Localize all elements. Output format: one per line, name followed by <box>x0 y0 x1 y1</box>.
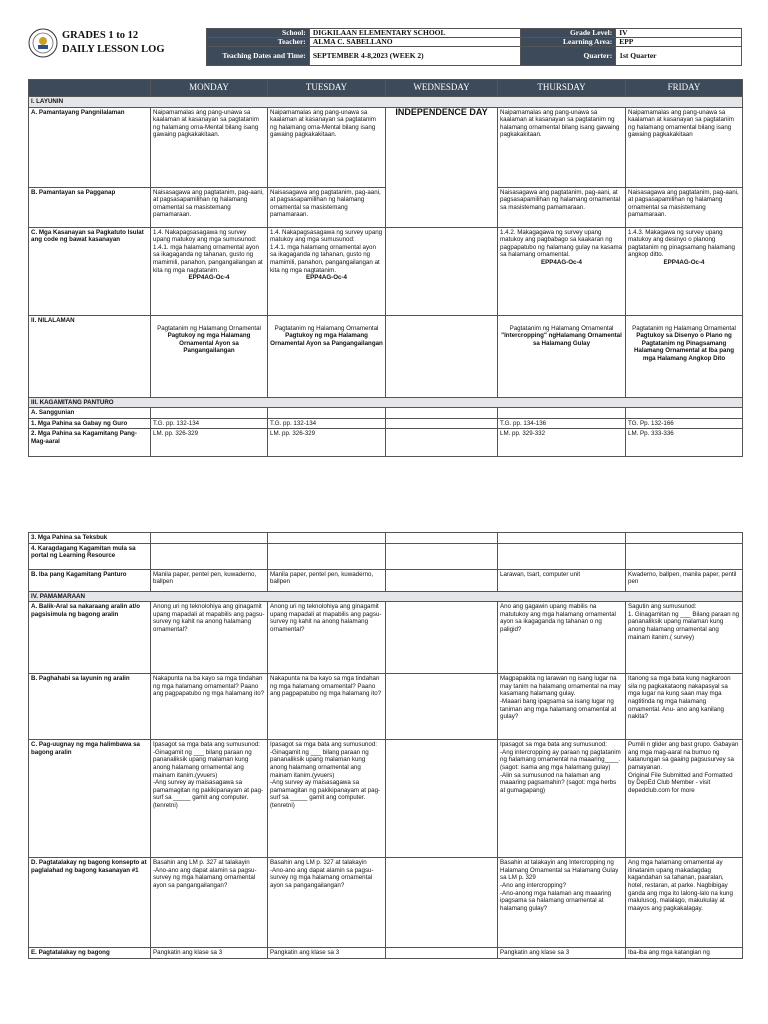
cell-thursday <box>498 543 626 569</box>
cell-wednesday <box>386 227 498 315</box>
row-label: B. Iba pang Kagamitang Panturo <box>29 569 151 591</box>
topic-title: Pagtatanim ng Halamang Ornamental <box>274 324 379 332</box>
cell-thursday: Ano ang gagawin upang mabilis na matutukoy ang mga halamang ornamental ayon sa ikagaganda ng tahanan o ng paligid? <box>498 602 626 674</box>
competency-code: EPP4AG-Oc-4 <box>663 258 705 266</box>
grade-label: Grade Level: <box>521 29 616 38</box>
row-label: C. Mga Kasanayan sa Pagkatuto Isulat ang code ng bawat kasanayan <box>29 227 151 315</box>
cell-thursday <box>498 408 626 419</box>
cell-wednesday <box>386 674 498 740</box>
cell-monday: Manila paper, pentel pen, kuwaderno, ballpen <box>151 569 268 591</box>
cell-thursday: Larawan, tsart, computer unit <box>498 569 626 591</box>
grade-value: IV <box>616 29 742 38</box>
cell-monday: Nakapunta na ba kayo sa mga tindahan ng mga halamang ornamental? Paano ang pagpapatubo ng mga halamang ito? <box>151 674 268 740</box>
day-friday: FRIDAY <box>626 80 743 97</box>
cell-monday <box>151 543 268 569</box>
cell-thursday: LM. pp. 329-332 <box>498 429 626 457</box>
cell-tuesday: Nakapunta na ba kayo sa mga tindahan ng mga halamang ornamental? Paano ang pagpapatubo ng mga halamang ito? <box>268 674 386 740</box>
cell-tuesday: Naipamamalas ang pang-unawa sa kaalaman at kasanayan sa pagtatanim ng halamang orna-Mental bilang isang gawaing pagkakakitaan. <box>268 107 386 187</box>
competency-text: 1.4. Nakapagsasagawa ng survey upang matukoy ang mga sumusunod: 1.4.1. mga halamang ornamental ayon sa ikagaganda ng tahanan, gusto ng mamimili, panahon, pangangailangan at kita ng mga nagtatanim. <box>153 228 263 274</box>
topic-title: Pagtatanim ng Halamang Ornamental <box>509 324 614 332</box>
row-label: C. Pag-uugnay ng mga halimbawa sa bagong aralin <box>29 740 151 858</box>
cell-tuesday: T.G. pp. 132-134 <box>268 418 386 429</box>
cell-wednesday <box>386 543 498 569</box>
row-label: 3. Mga Pahina sa Teksbuk <box>29 533 151 544</box>
independence-day-label: INDEPENDENCE DAY <box>395 107 488 117</box>
day-tuesday: TUESDAY <box>268 80 386 97</box>
row-label: A. Balik-Aral sa nakaraang aralin at/o pagsisimula ng bagong aralin <box>29 602 151 674</box>
row-gabay-ng-guro <box>29 418 743 429</box>
row-paghahabi <box>29 674 743 740</box>
topic-subtitle: Pagtukoy ng mga Halamang Ornamental Ayon sa Pangangailangan <box>270 332 383 347</box>
cell-monday <box>151 408 268 419</box>
row-label: B. Paghahabi sa layunin ng aralin <box>29 674 151 740</box>
cell-wednesday <box>386 107 498 227</box>
topic-title: Pagtatanim ng Halamang Ornamental <box>157 324 261 332</box>
cell-monday <box>151 315 268 397</box>
competency-code: EPP4AG-Oc-4 <box>306 274 347 282</box>
teacher-label: Teacher: <box>207 38 310 47</box>
quarter-value: 1st Quarter <box>616 47 742 66</box>
row-pag-uugnay <box>29 740 743 858</box>
cell-monday: T.G. pp. 132-134 <box>151 418 268 429</box>
row-label: B. Pamantayan sa Pagganap <box>29 187 151 227</box>
day-header-row <box>29 80 743 97</box>
competency-text: 1.4.2. Makagagawa ng survey upang matukoy ang pagbabago sa kaakaran ng pagpapatubo ng halamang gulay na kasama sa halamang ornamental. <box>500 228 623 259</box>
row-karagdagang-kagamitan <box>29 543 743 569</box>
header-info-grid <box>206 28 742 66</box>
cell-monday: Pangkatin ang klase sa 3 <box>151 948 268 959</box>
school-value: DIGKILAAN ELEMENTARY SCHOOL <box>309 29 521 38</box>
cell-tuesday <box>268 408 386 419</box>
cell-friday: Iba-iba ang mga katangian ng <box>626 948 743 959</box>
cell-monday: LM. pp. 326-329 <box>151 429 268 457</box>
day-thursday: THURSDAY <box>498 80 626 97</box>
cell-friday: Pumili n glider ang bast grupo. Gabayan ang mga mag-aaral na bumuo ng katanungan sa gaaing pagsusurvey sa pamayanan. Original File Submitted and Formatted by DepEd Club Member - visit depedclub.com for more <box>626 740 743 858</box>
row-pagtatalakay-1 <box>29 858 743 948</box>
cell-friday: Naisasagawa ang pagtatanim, pag-aani, at pagsasapamilihan ng halamang ornamental sa masistemang pamamaraan. <box>626 187 743 227</box>
topic-title: Pagtatanim ng Halamang Ornamental <box>632 324 736 332</box>
row-pagtatalakay-2 <box>29 948 743 959</box>
cell-thursday <box>498 227 626 315</box>
section-pamamaraan <box>29 591 743 602</box>
area-label: Learning Area: <box>521 38 616 47</box>
cell-monday: Ipasagot sa mga bata ang sumusunod: -Ginagamit ng ___ bilang paraan ng pananaliksik upang malaman kung anong halamang ornamental ang mainam itanim.(yvuers) -Ang survey ay maisasagawa sa pamamagitan ng pakikipanayam at pag-surf sa _____ gamit ang computer.(tenretni) <box>151 740 268 858</box>
competency-code: EPP4AG-Oc-4 <box>188 274 230 282</box>
teacher-value: ALMA C. SABELLANO <box>309 38 521 47</box>
cell-monday: Naisasagawa ang pagtatanim, pag-aani, at pagsasapamilihan ng halamang ornamental sa masistemang pamamaraan. <box>151 187 268 227</box>
row-label: E. Pagtatalakay ng bagong <box>29 948 151 959</box>
cell-wednesday <box>386 602 498 674</box>
cell-wednesday <box>386 315 498 397</box>
cell-thursday <box>498 315 626 397</box>
row-label: 1. Mga Pahina sa Gabay ng Guro <box>29 418 151 429</box>
cell-friday: Kwaderno, ballpen, manila paper, pentil pen <box>626 569 743 591</box>
section-title: I. LAYUNIN <box>29 97 743 108</box>
row-balik-aral <box>29 602 743 674</box>
section-kagamitang-panturo <box>29 397 743 408</box>
topic-subtitle: Pagtukoy ng mga Halamang Ornamental Ayon sa Pangangailangan <box>167 332 251 355</box>
cell-friday: Sagutin ang sumusunod: 1. Ginagamitan ng ___ Bilang paraan ng pananaliksik upang malaman kung anong halamang ornamental ang mainam itanim.( survey) <box>626 602 743 674</box>
cell-friday <box>626 408 743 419</box>
cell-friday <box>626 227 743 315</box>
cell-thursday: Naisasagawa ang pagtatanim, pag-aani, at pagsasapamilihan ng halamang ornamental sa masistemang pamamaraan. <box>498 187 626 227</box>
cell-friday <box>626 533 743 544</box>
row-iba-pang-kagamitan <box>29 569 743 591</box>
lesson-table-part2 <box>28 532 743 959</box>
cell-monday <box>151 227 268 315</box>
row-nilalaman <box>29 315 743 397</box>
cell-thursday: Naipamamalas ang pang-unawa sa kaalaman at kasanayan sa pagtatanim ng halamang ornamental bilang isang gawaing pagkakakitaan. <box>498 107 626 187</box>
row-label: D. Pagtatalakay ng bagong konsepto at paglalahad ng bagong kasanayan #1 <box>29 858 151 948</box>
row-pamantayang-pangnilalaman <box>29 107 743 187</box>
cell-tuesday: Anong uri ng teknolohiya ang ginagamit upang mapadali at mapabilis ang pagsu-survey ng kahit na anong halamang ornamental? <box>268 602 386 674</box>
cell-tuesday: Manila paper, pentel pen, kuwaderno, ballpen <box>268 569 386 591</box>
row-label: 4. Karagdagang Kagamitan mula sa portal ng Learning Resource <box>29 543 151 569</box>
row-teksbuk <box>29 533 743 544</box>
area-value: EPP <box>616 38 742 47</box>
cell-tuesday <box>268 543 386 569</box>
topic-subtitle: "Intercropping" ngHalamang Ornamental sa Halamang Gulay <box>501 332 622 347</box>
cell-monday: Basahin ang LM p. 327 at talakayin -Ano-ano ang dapat alamin sa pagsu-survey ng mga halamang ornamental ayon sa pangangailangan? <box>151 858 268 948</box>
cell-tuesday <box>268 227 386 315</box>
cell-tuesday: LM. pp. 326-329 <box>268 429 386 457</box>
cell-friday: Naipamamalas ang pang-unawa sa kaalaman at kasanayan sa pagtatanim ng halamang ornamental bilang isang gawaing pagkakakitaan <box>626 107 743 187</box>
cell-friday: TG. Pp. 132-166 <box>626 418 743 429</box>
cell-wednesday <box>386 408 498 419</box>
row-label: II. NILALAMAN <box>29 315 151 397</box>
deped-seal-icon <box>28 28 58 58</box>
dll-header <box>28 28 742 68</box>
header-title-line1: GRADES 1 to 12 <box>62 30 139 41</box>
row-label: 2. Mga Pahina sa Kagamitang Pang- Mag-aaral <box>29 429 151 457</box>
quarter-label: Quarter: <box>521 47 616 66</box>
header-title-line2: DAILY LESSON LOG <box>62 44 165 55</box>
section-layunin <box>29 97 743 108</box>
section-title: IV. PAMAMARAAN <box>29 591 743 602</box>
cell-wednesday <box>386 429 498 457</box>
cell-friday <box>626 315 743 397</box>
cell-thursday: Basahin at talakayin ang Intercropping ng Halamang Ornamental sa Halamang Gulay sa LM p. 329 -Ano ang intercropping? -Ano-anong mga halaman ang maaaring ipagsama sa halamang ornamental at halamang gulay? <box>498 858 626 948</box>
row-kasanayan-sa-pagkatuto <box>29 227 743 315</box>
cell-wednesday <box>386 533 498 544</box>
cell-tuesday: Naisasagawa ang pagtatanim, pag-aani, at pagsasapamilihan ng halamang ornamental sa masistemang pamamaraan. <box>268 187 386 227</box>
dates-label: Teaching Dates and Time: <box>207 47 310 66</box>
cell-thursday: Pangkatin ang klase sa 3 <box>498 948 626 959</box>
section-title: III. KAGAMITANG PANTURO <box>29 397 743 408</box>
cell-friday: Itanong sa mga bata kung nagkaroon sila ng pagkakataong nakapasyal sa mga lugar na kung saan may mga nagtitinda ng mga halamang ornamental. Anu- ano ang kanilang nakita? <box>626 674 743 740</box>
topic-subtitle: Pagtukoy sa Disenyo o Plano ng Pagtatanim ng Pinagsamang Halamang Ornamental at Iba pang mga Halamang Angkop Dito <box>633 332 735 362</box>
cell-friday <box>626 543 743 569</box>
cell-tuesday <box>268 315 386 397</box>
competency-code: EPP4AG-Oc-4 <box>541 258 582 266</box>
cell-wednesday <box>386 740 498 858</box>
school-label: School: <box>207 29 310 38</box>
row-kagamitang-pang-mag-aaral <box>29 429 743 457</box>
competency-text: 1.4. Nakapagsasagawa ng survey upang matukoy ang mga sumusunod: 1.4.1. mga halamang ornamental ayon sa ikagaganda ng tahanan, gusto ng mamimili, panahon, pangangailangan at kita ng mga nagtatanim. <box>270 228 383 274</box>
cell-monday: Anong uri ng teknolohiya ang ginagamit upang mapadali at mapabilis ang pagsu-survey ng kahit na anong halamang ornamental? <box>151 602 268 674</box>
row-sanggunian <box>29 408 743 419</box>
day-wednesday: WEDNESDAY <box>386 80 498 97</box>
cell-wednesday <box>386 569 498 591</box>
cell-thursday: T.G. pp. 134-136 <box>498 418 626 429</box>
cell-friday: Ang mga halamang ornamental ay itinatanim upang makadagdag kagandahan sa tahanan, paaralan, hotel, restaran, at parke. Nagbibigay ganda ang mga ito lalong-lalo na kung malulusog, malalago, makukulay at maayos ang pagkakalagay. <box>626 858 743 948</box>
cell-thursday: Ipasagot sa mga bata ang sumusunod: -Ang intercropping ay paraan ng pagtatanim ng halamang ornamental na maaaring____. (sagot: isama ang mga halamang gulay) -Alin sa sumusunod na halaman ang maaaring pagsamahin? (sagot: mga herbs at gumagapang) <box>498 740 626 858</box>
cell-tuesday: Ipasagot sa mga bata ang sumusunod: -Ginagamit ng ___ bilang paraan ng pananaliksik upang malaman kung anong halamang ornamental ang mainam itanim.(yvuers) -Ang survey ay maisasagawa sa pamamagitan ng pakikipanayam at pag-surf sa _____ gamit ang computer. (tenretni) <box>268 740 386 858</box>
row-label: A. Sanggunian <box>29 408 151 419</box>
cell-thursday <box>498 533 626 544</box>
day-monday: MONDAY <box>151 80 268 97</box>
corner-cell <box>29 80 151 97</box>
cell-monday <box>151 533 268 544</box>
cell-tuesday <box>268 533 386 544</box>
cell-tuesday: Pangkatin ang klase sa 3 <box>268 948 386 959</box>
dates-value: SEPTEMBER 4-8,2023 (WEEK 2) <box>309 47 521 66</box>
cell-wednesday <box>386 948 498 959</box>
competency-text: 1.4.3. Makagawa ng survey upang matukoy ang desinyo o planong pagtatanim ng pinagsamang halamang angkop ditto. <box>628 228 735 259</box>
row-label: A. Pamantayang Pangnilalaman <box>29 107 151 187</box>
cell-tuesday: Basahin ang LM p. 327 at talakayin -Ano-ano ang dapat alamin sa pagsu-survey ng mga halamang ornamental ayon sa pangangailangan? <box>268 858 386 948</box>
cell-friday: LM. Pp. 333-336 <box>626 429 743 457</box>
lesson-table-part1 <box>28 79 743 457</box>
cell-thursday: Magpapakita ng larawan ng isang lugar na may tanim na halamang ornamental na may kasamang halamang gulay. -Maaari bang ipagsama sa isang lugar ng taniman ang mga halamang ornamental at gulay? <box>498 674 626 740</box>
cell-wednesday <box>386 418 498 429</box>
cell-wednesday <box>386 858 498 948</box>
cell-monday: Naipamamalas ang pang-unawa sa kaalaman at kasanayan sa pagtatanim ng halamang orna-Mental bilang isang gawaing pagkakakitaan. <box>151 107 268 187</box>
